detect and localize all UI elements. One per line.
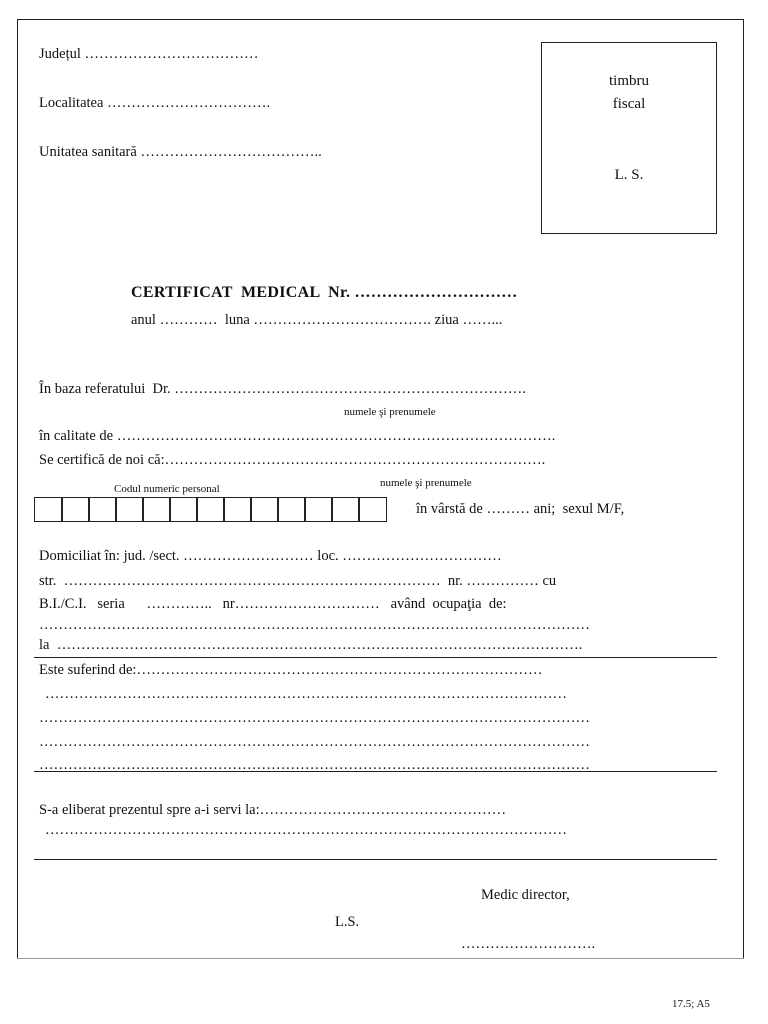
release-fill-line: ………………………………………………………………………………………………: [45, 822, 567, 838]
cnp-caption: Codul numeric personal: [114, 483, 220, 495]
strada-line: str. …………………………………………………………………… nr. …………… cu: [39, 573, 557, 589]
loc-munca-line: la ……………………………………………………………………………………………….: [39, 637, 583, 653]
cnp-digit-cell[interactable]: [88, 497, 117, 522]
ocupatie-line: ……………………………………………………………………………………………………: [39, 617, 590, 633]
diagnostic-line-2: ……………………………………………………………………………………………………: [39, 710, 590, 726]
cnp-digit-cell[interactable]: [196, 497, 225, 522]
signature-line: ……………………….: [461, 936, 596, 952]
section-divider: [34, 771, 717, 772]
cnp-digit-cell[interactable]: [223, 497, 252, 522]
medic-director-label: Medic director,: [481, 887, 570, 903]
stamp-seal-label: L. S.: [614, 167, 644, 183]
buletin-line: B.I./C.I. seria ………….. nr………………………… având ocupaţia de:: [39, 596, 507, 612]
cnp-digit-cell[interactable]: [331, 497, 360, 522]
cnp-digit-cell[interactable]: [34, 497, 63, 522]
certificate-date-line: anul ………… luna ………………………………. ziua ……...: [131, 312, 503, 328]
cnp-digit-cell[interactable]: [358, 497, 387, 522]
cnp-digit-cell[interactable]: [250, 497, 279, 522]
fiscal-stamp-box: [541, 42, 717, 234]
cnp-digit-cell[interactable]: [304, 497, 333, 522]
unitate-sanitara-field: Unitatea sanitară ………………………………..: [39, 144, 322, 160]
judet-field: Județul ………………………………: [39, 46, 259, 62]
referat-line: În baza referatului Dr. ……………………………………………………………….: [39, 381, 526, 397]
cnp-digit-cell[interactable]: [277, 497, 306, 522]
seal-label: L.S.: [335, 914, 360, 930]
cnp-grid: [34, 497, 387, 522]
form-bottom-rule: [17, 958, 744, 959]
diagnostic-line-4: ……………………………………………………………………………………………………: [39, 757, 590, 773]
section-divider: [34, 859, 717, 860]
stamp-label-line2: fiscal: [612, 96, 646, 112]
cnp-digit-cell[interactable]: [142, 497, 171, 522]
release-line: S-a eliberat prezentul spre a-i servi la:……………………………………………: [39, 802, 507, 818]
cnp-digit-cell[interactable]: [115, 497, 144, 522]
referat-caption: numele şi prenumele: [344, 406, 436, 418]
diagnostic-line-3: ……………………………………………………………………………………………………: [39, 734, 590, 750]
section-divider: [34, 657, 717, 658]
diagnostic-line-1: ………………………………………………………………………………………………: [45, 686, 567, 702]
form-code: 17.5; A5: [672, 998, 710, 1010]
varsta-sex-line: în vârstă de ……… ani; sexul M/F,: [416, 501, 625, 517]
domiciliu-line: Domiciliat în: jud. /sect. ……………………… loc. ……………………………: [39, 548, 502, 564]
calitate-line: în calitate de ……………………………………………………………………………….: [39, 428, 556, 444]
cnp-digit-cell[interactable]: [169, 497, 198, 522]
suferind-line: Este suferind de:…………………………………………………………………………: [39, 662, 543, 678]
certificate-title: CERTIFICAT MEDICAL Nr. …………………………: [131, 284, 518, 301]
stamp-label-line1: timbru: [609, 73, 649, 89]
certifica-caption: numele şi prenumele: [380, 477, 472, 489]
cnp-digit-cell[interactable]: [61, 497, 90, 522]
certifica-line: Se certifică de noi că:…………………………………………………………………….: [39, 452, 546, 468]
localitate-field: Localitatea …………………………….: [39, 95, 271, 111]
